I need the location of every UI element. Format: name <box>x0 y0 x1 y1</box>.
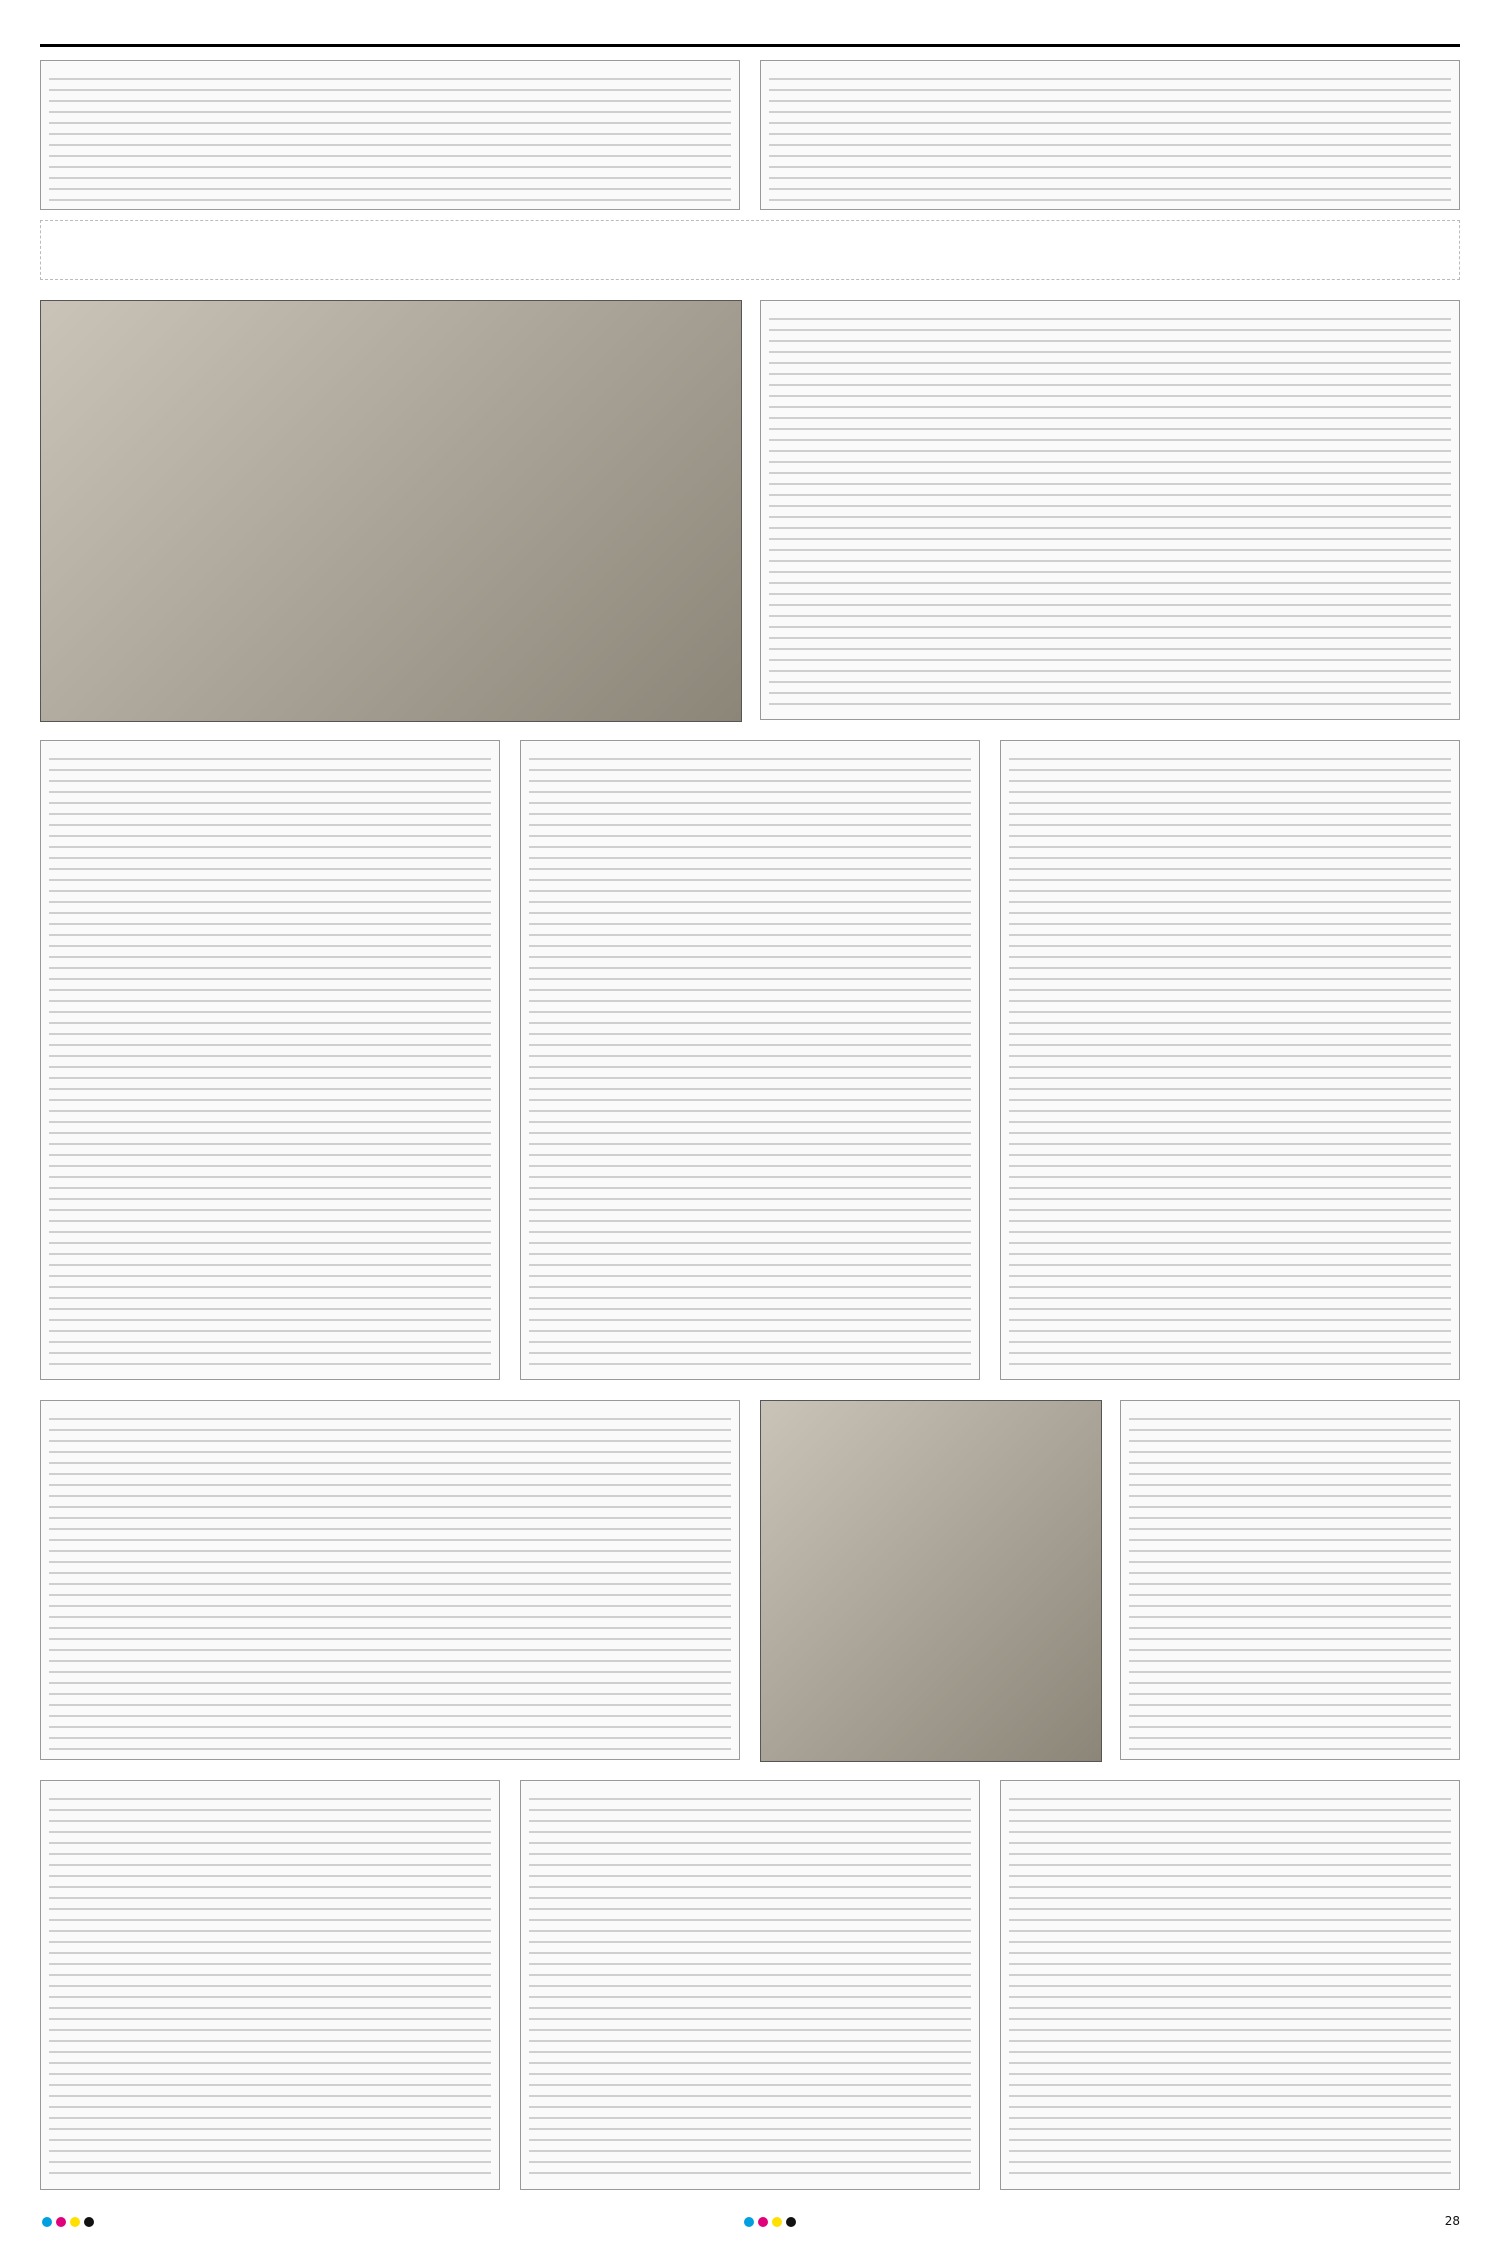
masthead <box>40 10 1460 47</box>
article-block <box>760 60 1460 210</box>
article-block <box>1120 1400 1460 1760</box>
color-registration-marks <box>40 2212 96 2231</box>
article-block <box>40 1780 500 2190</box>
news-photo <box>760 1400 1102 1762</box>
article-block <box>40 60 740 210</box>
article-block <box>760 300 1460 720</box>
color-registration-marks <box>742 2212 798 2231</box>
page-marker: 28 <box>1444 2214 1460 2228</box>
article-block <box>40 740 500 1380</box>
article-block <box>1000 740 1460 1380</box>
news-photo <box>40 300 742 722</box>
article-block <box>520 740 980 1380</box>
print-registration-strip <box>40 2211 1460 2231</box>
article-block <box>520 1780 980 2190</box>
main-headline <box>40 220 1460 280</box>
article-block <box>1000 1780 1460 2190</box>
article-block <box>40 1400 740 1760</box>
